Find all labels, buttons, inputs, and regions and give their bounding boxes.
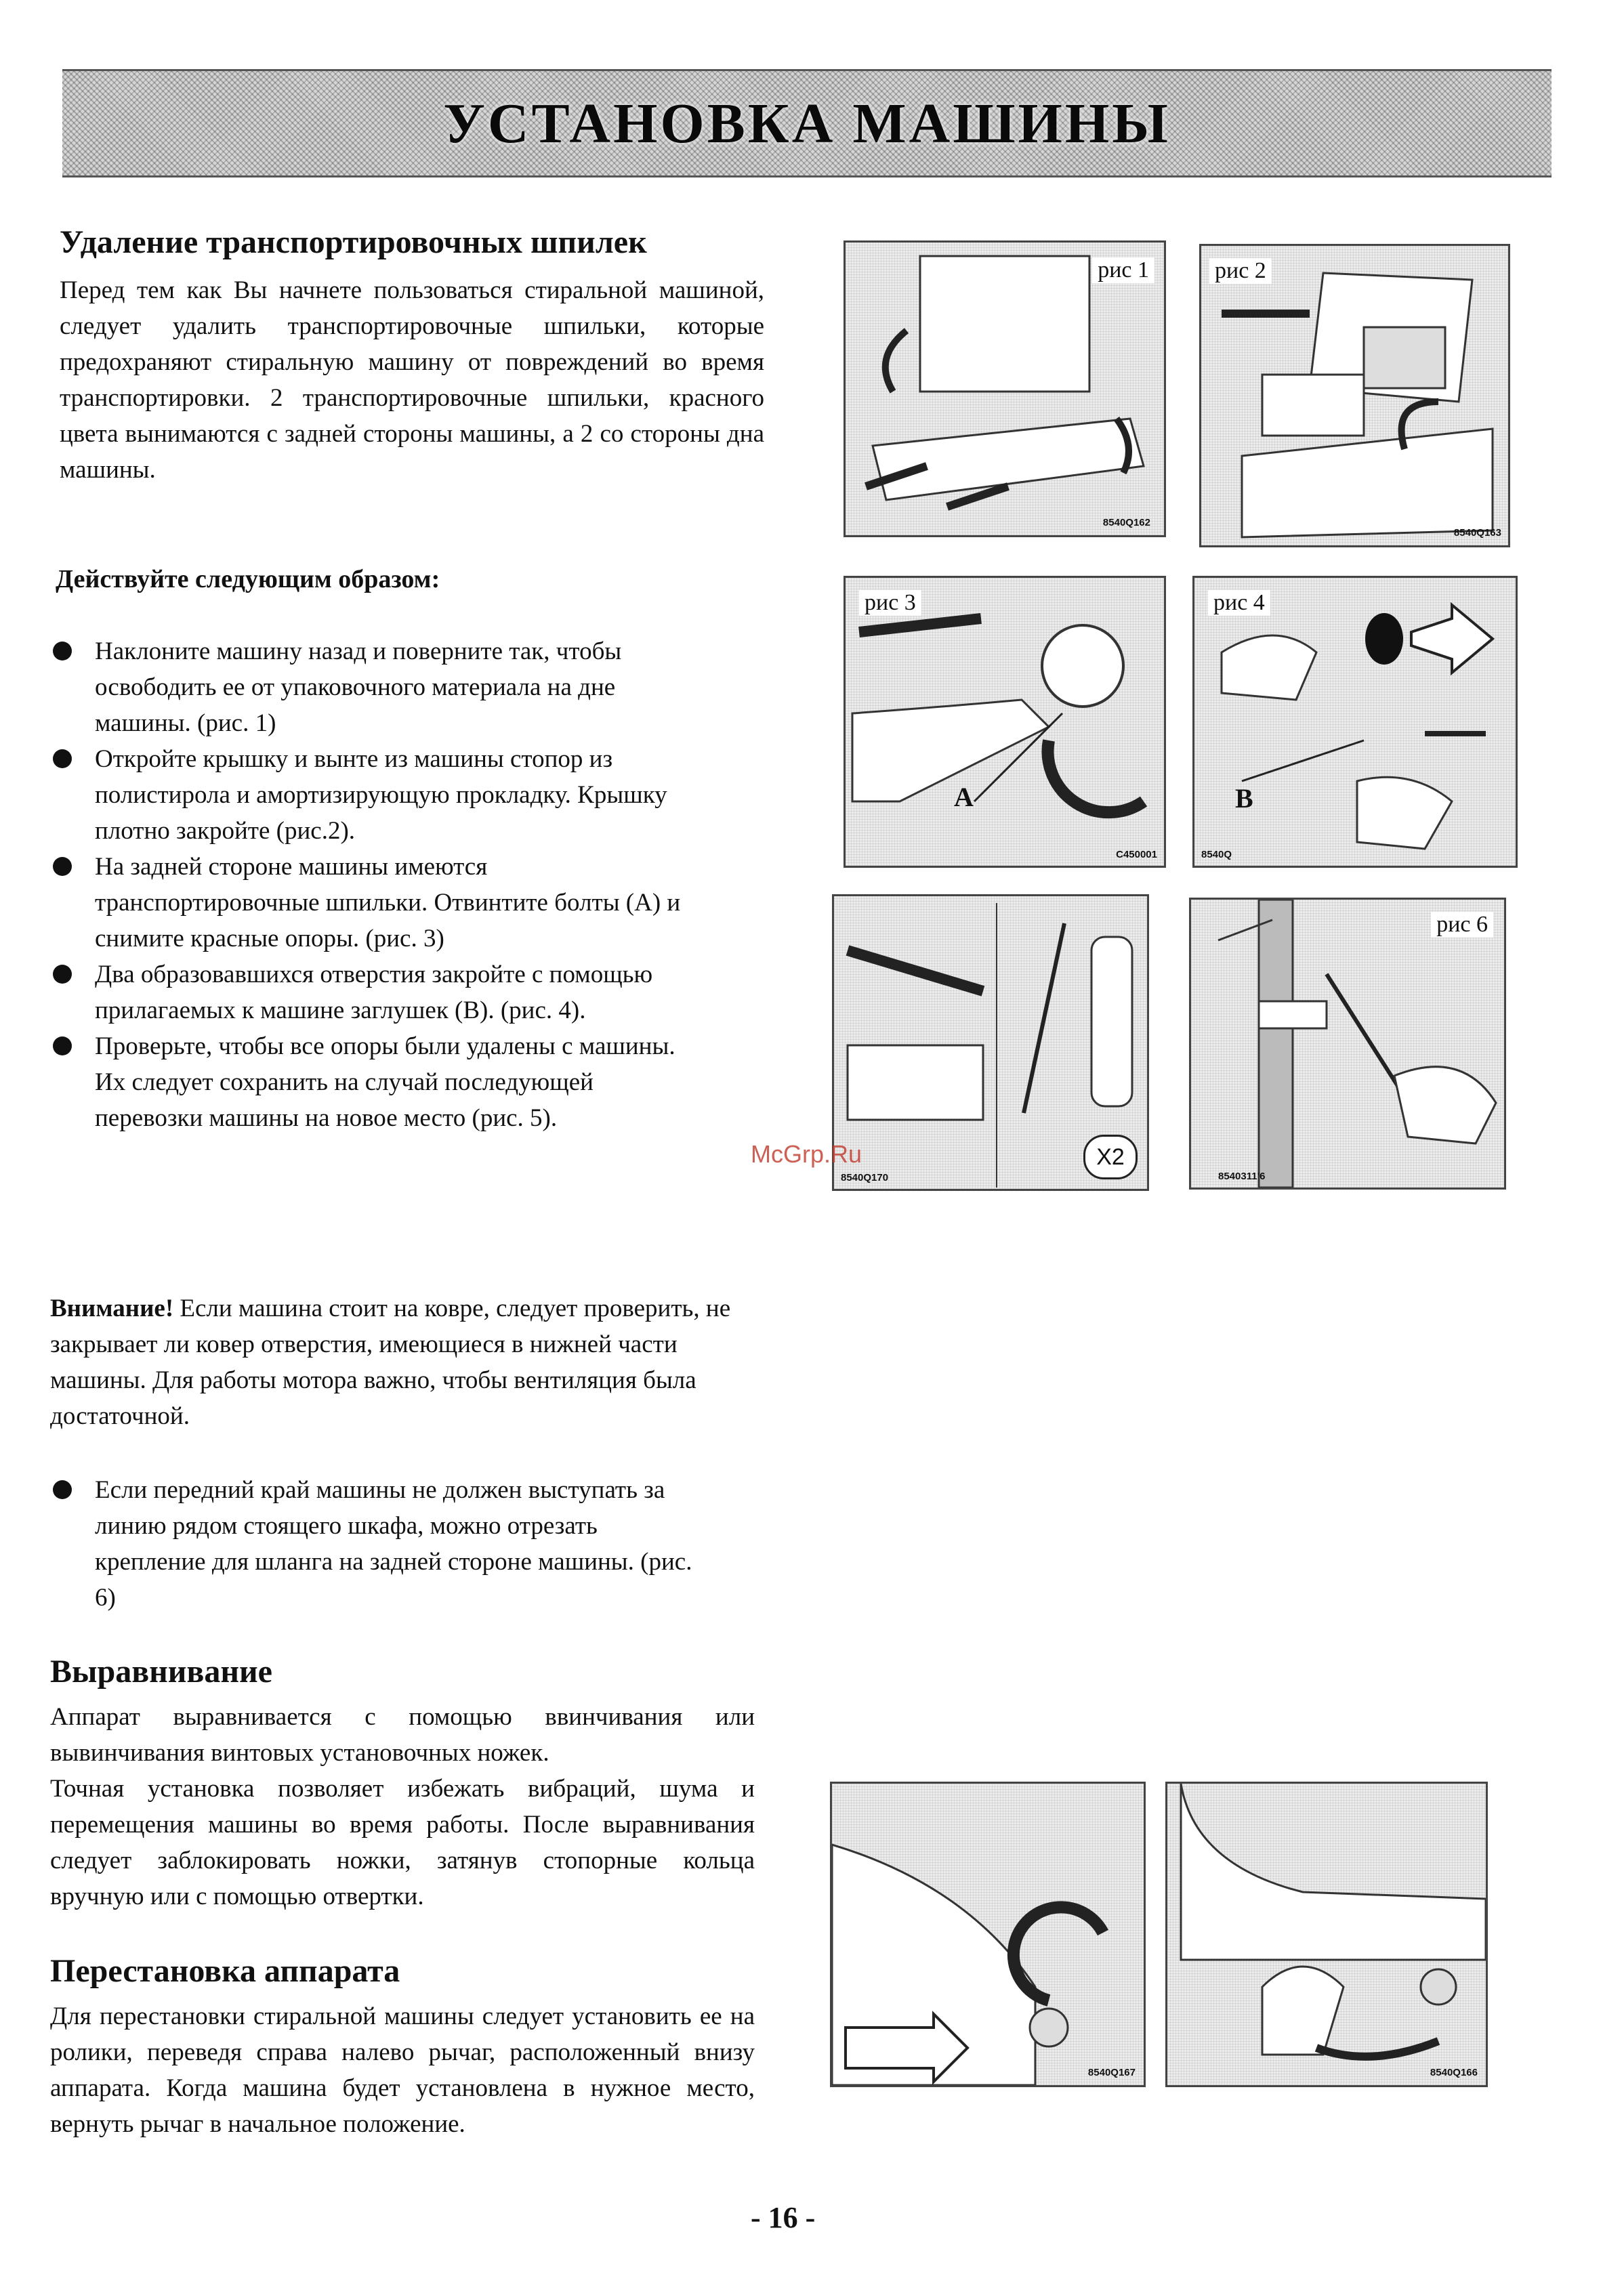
figure-4-label: рис 4 xyxy=(1208,590,1270,616)
figure-4-drawing xyxy=(1194,578,1516,866)
figure-5 xyxy=(832,894,1149,1191)
figure-3-code: C450001 xyxy=(1116,849,1157,860)
steps-heading: Действуйте следующим образом: xyxy=(56,565,440,593)
figure-6-drawing xyxy=(1191,900,1504,1188)
figure-8 xyxy=(1165,1782,1488,2087)
figure-8-code: 8540Q166 xyxy=(1430,2067,1478,2078)
list-item: Два образовавшихся отверстия закройте с помощью прилагаемых к машине заглушек (В). (рис. 4). xyxy=(53,957,696,1028)
figure-7-code: 8540Q167 xyxy=(1087,2067,1136,2078)
list-item: Если передний край машины не должен выступать за линию рядом стоящего шкафа, можно отрезать крепление для шланга на задней стороне машины. (рис. 6) xyxy=(53,1472,696,1616)
transport-heading: Удаление транспортировочных шпилек xyxy=(60,224,647,260)
quantity-badge: X2 xyxy=(1083,1135,1138,1179)
bullet-icon xyxy=(53,965,72,984)
moving-heading: Перестановка аппарата xyxy=(50,1953,400,1989)
figure-2-label: рис 2 xyxy=(1209,258,1272,284)
figure-3-label: рис 3 xyxy=(859,590,921,616)
figure-6-code: 8540311'6 xyxy=(1218,1171,1266,1182)
figure-1-label: рис 1 xyxy=(1092,257,1154,283)
bullet-icon xyxy=(53,1480,72,1499)
figure-7-drawing xyxy=(832,1784,1144,2085)
figure-2-drawing xyxy=(1201,246,1508,545)
figure-4-code: 8540Q xyxy=(1201,849,1232,860)
list-item: Проверьте, чтобы все опоры были удалены с машины. Их следует сохранить на случай последующей перевозки машины на новое место (рис. 5). xyxy=(53,1028,696,1136)
figure-3-callout: A xyxy=(954,782,974,812)
watermark: McGrp.Ru xyxy=(751,1140,862,1168)
figure-1 xyxy=(844,240,1166,537)
leveling-heading: Выравнивание xyxy=(50,1654,272,1690)
list-item: На задней стороне машины имеются транспортировочные шпильки. Отвинтите болты (А) и снимите красные опоры. (рис. 3) xyxy=(53,849,696,957)
moving-body-text: Для перестановки стиральной машины следует установить ее на ролики, переведя справа налево рычаг, расположенный внизу аппарата. Когда машина будет установлена в нужное место, вернуть рычаг в начальное положение. xyxy=(50,2002,755,2138)
bullet-icon xyxy=(53,749,72,768)
steps-list xyxy=(53,633,696,1136)
transport-body xyxy=(60,272,764,488)
figure-4 xyxy=(1192,576,1518,868)
figure-5-code: 8540Q170 xyxy=(841,1172,889,1183)
figure-3-drawing xyxy=(846,578,1164,866)
figure-4-callout: B xyxy=(1235,783,1253,814)
figure-1-drawing xyxy=(846,243,1164,535)
page-title: УСТАНОВКА МАШИНЫ xyxy=(443,91,1171,155)
bullet-icon xyxy=(53,857,72,876)
leveling-body-2: Точная установка позволяет избежать вибраций, шума и перемещения машины во время работы. После выравнивания следует заблокировать ножки, затянув стопорные кольца вручную или с помощью отвертки. xyxy=(50,1775,755,1910)
list-item: Откройте крышку и вынте из машины стопор из полистирола и амортизирующую прокладку. Крышку плотно закройте (рис.2). xyxy=(53,741,696,849)
figure-6 xyxy=(1189,898,1506,1190)
warning-text: Если машина стоит на ковре, следует проверить, не закрывает ли ковер отверстия, имеющиеся в нижней части машины. Для работы мотора важно, чтобы вентиляция была достаточной. xyxy=(50,1295,731,1430)
leveling-body-1: Аппарат выравнивается с помощью ввинчивания или вывинчивания винтовых установочных ножек. xyxy=(50,1703,755,1767)
title-banner xyxy=(62,69,1552,177)
figure-2 xyxy=(1199,244,1510,547)
moving-body xyxy=(50,1998,755,2142)
figure-3 xyxy=(844,576,1166,868)
page-number: - 16 - xyxy=(751,2201,816,2234)
list-item: Наклоните машину назад и поверните так, чтобы освободить ее от упаковочного материала на дне машины. (рис. 1) xyxy=(53,633,696,741)
warning-label: Внимание! xyxy=(50,1295,174,1322)
bullet-icon xyxy=(53,642,72,660)
transport-body-text: Перед тем как Вы начнете пользоваться стиральной машиной, следует удалить транспортировочные шпильки, которые предохраняют стиральную машину от повреждений во время транспортировки. 2 транспортировочные шпильки, красного цвета вынимаются с задней стороны машины, а 2 со стороны дна машины. xyxy=(60,276,764,484)
figure-8-drawing xyxy=(1167,1784,1486,2085)
figure-7 xyxy=(830,1782,1146,2087)
extra-list xyxy=(53,1472,696,1616)
leveling-body xyxy=(50,1699,755,1914)
figure-6-label: рис 6 xyxy=(1431,912,1493,938)
warning-note xyxy=(50,1291,741,1434)
figure-2-code: 8540Q163 xyxy=(1453,527,1501,539)
figure-1-code: 8540Q162 xyxy=(1102,517,1150,528)
bullet-icon xyxy=(53,1036,72,1055)
